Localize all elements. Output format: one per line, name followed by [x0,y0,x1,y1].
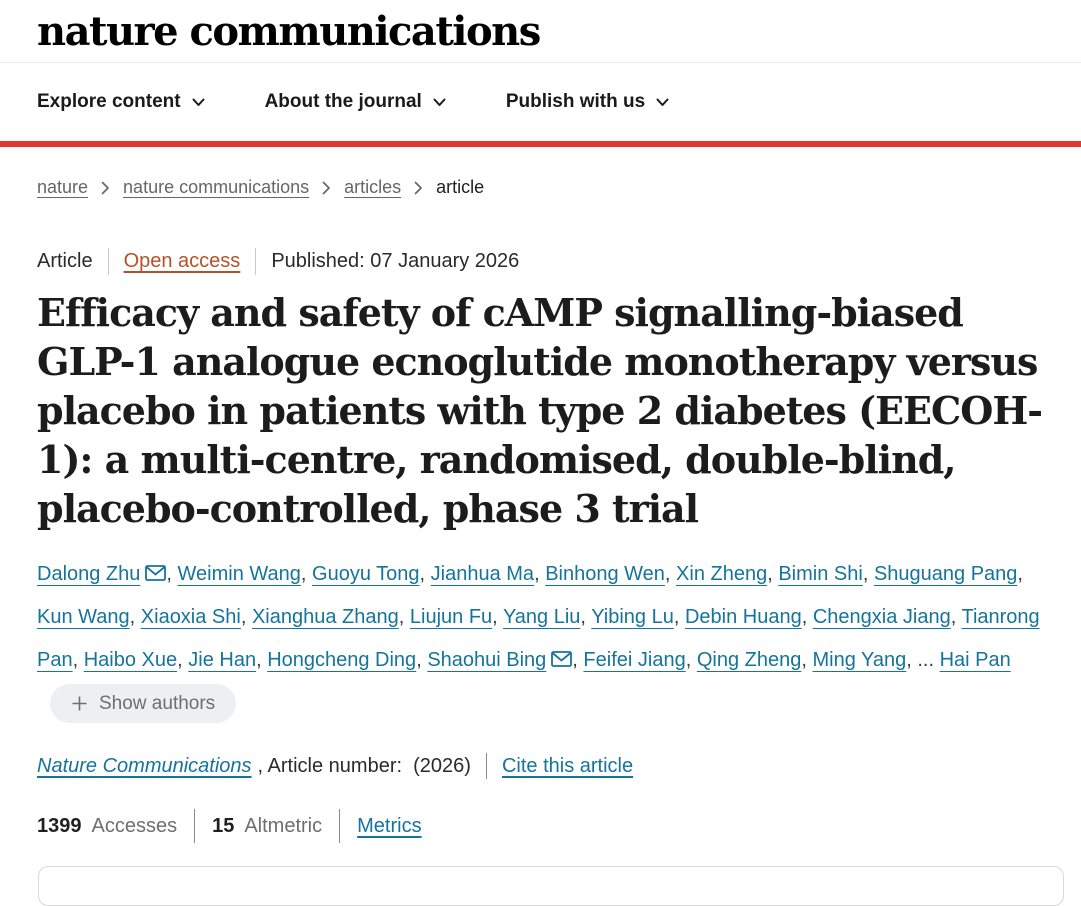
author-link[interactable]: Shuguang Pang [873,563,1018,585]
chevron-right-icon [414,181,423,195]
chevron-down-icon [656,98,669,107]
author-link[interactable]: Hai Pan [939,649,1011,671]
author-link[interactable]: Tianrong Pan [37,606,1040,671]
author-link[interactable]: Jianhua Ma [430,563,535,585]
cite-this-article-link[interactable]: Cite this article [501,754,634,777]
breadcrumb-item-nature[interactable]: nature [37,177,89,197]
chevron-down-icon [192,98,205,107]
show-authors-label: Show authors [99,692,216,714]
author-link[interactable]: Shaohui Bing [427,649,547,671]
divider [255,248,256,275]
author-link[interactable]: Hongcheng Ding [267,649,417,671]
nav-item-publish-with-us[interactable] [506,91,669,113]
open-access-link[interactable]: Open access [123,250,241,272]
breadcrumb-item-articles[interactable]: articles [344,177,402,197]
author-link[interactable]: Ming Yang [812,649,907,671]
nav-item-explore-content[interactable] [37,91,205,113]
breadcrumb-separator [101,181,110,195]
breadcrumb-separator [322,181,331,195]
breadcrumb-item-article: article [436,177,485,197]
envelope-icon [551,651,572,667]
author-link[interactable]: Xin Zheng [676,563,768,585]
author-link[interactable]: Bimin Shi [778,563,863,585]
brand-accent-bar [0,141,1081,147]
author-list: Dalong Zhu , Weimin Wang, Guoyu Tong, Jianhua Ma, Binhong Wen, Xin Zheng, Bimin Shi, Shuguang Pang, Kun Wang, Xiaoxia Shi, Xianghua Zhang, Liujun Fu, Yang Liu, Yibing Lu, Debin Huang, Chengxia Jiang, Tianrong Pan, Haibo Xue, Jie Han, Hongcheng Ding, Shaohui Bing , Feifei Jiang, Qing Zheng, Ming Yang, ... Hai Pan Show authors [37,553,1044,725]
divider [108,248,109,275]
nav-item-label: Explore content [37,91,181,112]
author-link[interactable]: Yibing Lu [591,606,674,628]
author-link[interactable]: Chengxia Jiang [812,606,951,628]
envelope-icon [145,565,166,581]
published-date: Published: 07 January 2026 [271,250,520,272]
divider [194,809,195,843]
abstract-panel-edge [38,866,1064,906]
article-title: Efficacy and safety of cAMP signalling-biased GLP-1 analogue ecnoglutide monotherapy versus placebo in patients with type 2 diabetes (EECOH-1): a multi-centre, randomised, double-blind, placebo-controlled, phase 3 trial [37,290,1043,531]
author-link[interactable]: Yang Liu [502,606,581,628]
chevron-right-icon [322,181,331,195]
breadcrumb [37,177,1044,198]
author-link[interactable]: Xianghua Zhang [251,606,399,628]
author-link[interactable]: Weimin Wang [177,563,301,585]
author-link[interactable]: Feifei Jiang [583,649,686,671]
breadcrumb-item-nature-communications[interactable]: nature communications [123,177,310,197]
nav-item-label: About the journal [264,91,422,112]
show-authors-button[interactable] [50,684,236,723]
author-link[interactable]: Dalong Zhu [37,563,141,585]
metrics-row [37,809,1044,843]
primary-nav [0,62,1081,141]
nav-item-about-the-journal[interactable] [265,91,446,113]
nav-item-label: Publish with us [505,91,646,112]
article-number-text: , Article number: (2026) [257,754,471,777]
author-link[interactable]: Qing Zheng [696,649,802,671]
plus-icon [71,695,88,712]
article-meta-row [37,248,1044,275]
article-type-label: Article [37,250,93,272]
breadcrumb-separator [414,181,423,195]
divider [486,753,487,779]
author-link[interactable]: Xiaoxia Shi [140,606,241,628]
author-link[interactable]: Jie Han [188,649,257,671]
author-link[interactable]: Debin Huang [684,606,802,628]
journal-link[interactable]: Nature Communications [37,754,252,777]
author-link[interactable]: Binhong Wen [545,563,665,585]
masthead [0,0,1081,62]
metrics-link[interactable]: Metrics [357,814,422,837]
divider [339,809,340,843]
journal-logo[interactable]: nature communications [37,8,540,55]
author-link[interactable]: Kun Wang [37,606,130,628]
accesses-count: 1399 [37,814,82,837]
author-link[interactable]: Haibo Xue [83,649,178,671]
author-link[interactable]: Liujun Fu [409,606,493,628]
chevron-right-icon [101,181,110,195]
chevron-down-icon [433,98,446,107]
accesses-label: Accesses [91,814,178,837]
author-link[interactable]: Guoyu Tong [312,563,420,585]
altmetric-label: Altmetric [244,814,323,837]
citation-row [37,753,1044,779]
altmetric-count: 15 [212,814,235,837]
